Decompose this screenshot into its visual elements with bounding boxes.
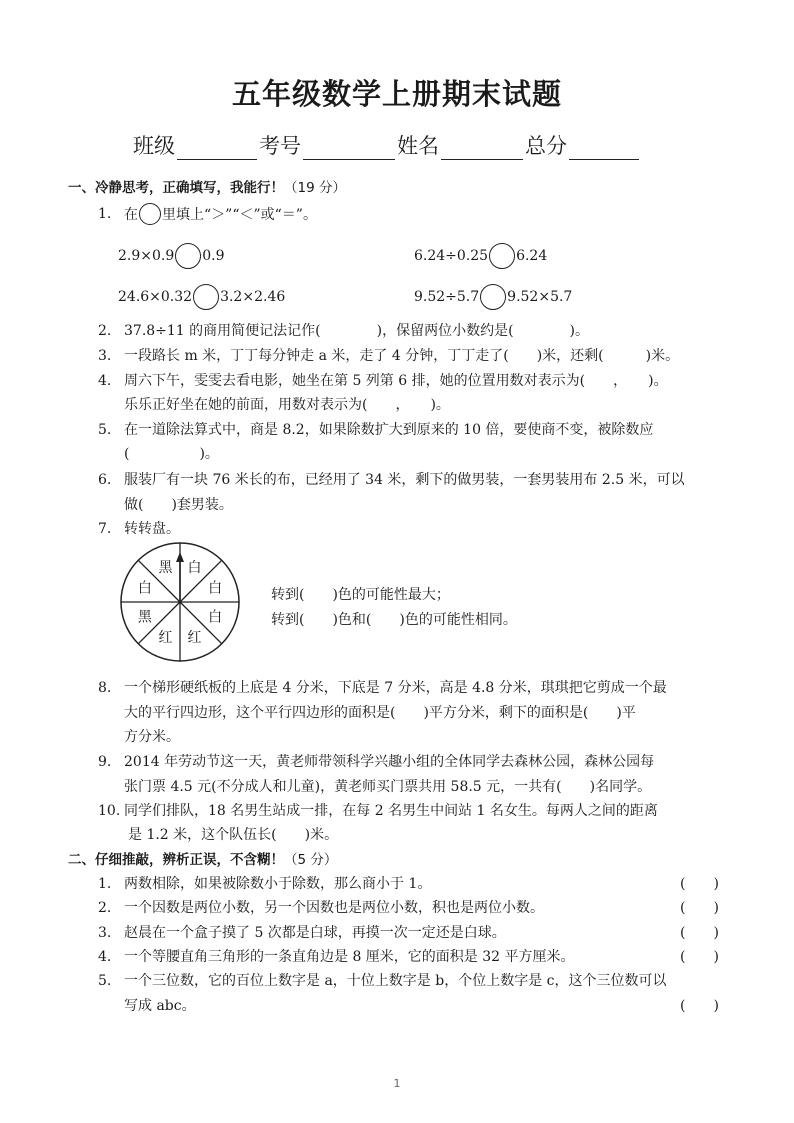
question-9: [98, 751, 654, 771]
spinner-sector-label: 白: [187, 559, 202, 576]
exam-no-blank[interactable]: [303, 137, 395, 160]
spinner-sector-label: 黑: [137, 609, 152, 626]
question-8: [98, 677, 667, 697]
spinner-sector-label: 黑: [158, 559, 173, 576]
question-number: 5.: [98, 422, 112, 438]
class-blank[interactable]: [177, 137, 257, 160]
question-text: 转转盘。: [124, 521, 180, 537]
question-4: [98, 370, 668, 390]
judge-item-3: [98, 922, 506, 942]
compare-left: 9.52÷5.7: [414, 289, 480, 305]
question-number: 2.: [98, 323, 112, 339]
compare-left: 24.6×0.32: [118, 289, 193, 305]
question-text: 两数相除，如果被除数小于除数，那么商小于 1。: [124, 876, 432, 892]
q7-line1: 转到( )色的可能性最大；: [271, 587, 450, 603]
compare-item-4: [414, 284, 572, 310]
question-6-line2: 做( )套男装。: [124, 497, 233, 513]
page-title: 五年级数学上册期末试题: [231, 77, 562, 111]
exam-no-label: 考号: [259, 134, 301, 158]
compare-circle[interactable]: [480, 284, 506, 310]
spinner-sector-label: 红: [187, 630, 202, 647]
question-4-line2: 乐乐正好坐在她的前面，用数对表示为( ， )。: [124, 397, 450, 413]
question-2: [98, 320, 589, 340]
question-8-line3: 方分米。: [124, 729, 180, 745]
section2-score: （5 分）: [284, 852, 338, 868]
q1-pre: 在: [124, 207, 138, 223]
name-blank[interactable]: [441, 137, 523, 160]
answer-paren[interactable]: ( ): [680, 998, 719, 1014]
answer-paren[interactable]: ( ): [680, 900, 719, 916]
question-number: 7.: [98, 521, 112, 537]
compare-left: 2.9×0.9: [118, 248, 175, 264]
question-number: 3.: [98, 348, 112, 364]
question-number: 6.: [98, 472, 112, 488]
score-label: 总分: [525, 134, 567, 158]
question-5: [98, 419, 653, 439]
section1-score: （19 分）: [284, 180, 346, 196]
score-blank[interactable]: [569, 137, 639, 160]
compare-circle[interactable]: [175, 243, 201, 269]
compare-right: 6.24: [516, 248, 548, 264]
question-number: 2.: [98, 900, 112, 916]
spinner-sector-label: 红: [158, 630, 173, 647]
question-number: 4.: [98, 949, 112, 965]
question-number: 4.: [98, 373, 112, 389]
question-text: 一个因数是两位小数，另一个因数也是两位小数，积也是两位小数。: [124, 900, 544, 916]
question-text: 一段路长 m 米，丁丁每分钟走 a 米，走了 4 分钟，丁丁走了( )米，还剩( )米。: [124, 348, 680, 364]
question-number: 8.: [98, 680, 112, 696]
question-text: 一个梯形硬纸板的上底是 4 分米，下底是 7 分米，高是 4.8 分米，琪琪把它剪成一个最: [124, 680, 667, 696]
question-number: 1.: [98, 206, 112, 222]
section2-title: 二、仔细推敲，辨析正误，不含糊！: [68, 852, 284, 868]
spinner-arrow: [176, 552, 184, 602]
question-1: [98, 203, 317, 225]
question-3: [98, 345, 679, 365]
question-text: 2014 年劳动节这一天，黄老师带领科学兴趣小组的全体同学去森林公园，森林公园每: [124, 754, 655, 770]
compare-circle[interactable]: [193, 284, 219, 310]
section1-title: 一、冷静思考，正确填写，我能行！: [68, 180, 284, 196]
question-text: 同学们排队，18 名男生站成一排，在每 2 名男生中间站 1 名女生。每两人之间的距离: [124, 803, 658, 819]
compare-item-3: [118, 284, 285, 310]
question-10-line2: 是 1.2 米，这个队伍长( )米。: [128, 827, 339, 843]
spinner-sector-label: 白: [208, 609, 223, 626]
question-number: 1.: [98, 876, 112, 892]
question-text: 周六下午，雯雯去看电影，她坐在第 5 列第 6 排，她的位置用数对表示为( ， )。: [124, 373, 668, 389]
question-text: 在一道除法算式中，商是 8.2，如果除数扩大到原来的 10 倍，要使商不变，被除数应: [124, 422, 654, 438]
compare-right: 3.2×2.46: [220, 289, 286, 305]
answer-paren[interactable]: ( ): [680, 876, 719, 892]
name-label: 姓名: [397, 134, 439, 158]
question-number: 3.: [98, 925, 112, 941]
spinner-diagram: [118, 540, 242, 664]
section1-heading: [68, 176, 346, 196]
question-7: [98, 518, 180, 538]
question-text: 37.8÷11 的商用简便记法记作( )，保留两位小数约是( )。: [124, 323, 590, 339]
compare-right: 9.52×5.7: [507, 289, 573, 305]
page-number: 1: [393, 1077, 401, 1090]
question-8-line2: 大的平行四边形，这个平行四边形的面积是( )平方分米，剩下的面积是( )平: [124, 705, 636, 721]
compare-item-1: [118, 243, 225, 269]
compare-right: 0.9: [202, 248, 225, 264]
q7-line2: 转到( )色和( )色的可能性相同。: [271, 612, 517, 628]
compare-item-2: [414, 243, 547, 269]
judge-item-5-line2: 写成 abc。: [124, 998, 196, 1014]
question-text: 一个等腰直角三角形的一条直角边是 8 厘米，它的面积是 32 平方厘米。: [124, 949, 575, 965]
section2-heading: [68, 848, 337, 868]
judge-item-2: [98, 897, 544, 917]
question-10: [98, 800, 658, 820]
compare-circle[interactable]: [489, 243, 515, 269]
judge-item-5: [98, 970, 667, 990]
compare-left: 6.24÷0.25: [414, 248, 489, 264]
judge-item-4: [98, 946, 575, 966]
question-number: 9.: [98, 754, 112, 770]
question-text: 一个三位数，它的百位上数字是 a，十位上数字是 b，个位上数字是 c，这个三位数可以: [124, 973, 667, 989]
spinner-sector-label: 白: [208, 580, 223, 597]
answer-paren[interactable]: ( ): [680, 925, 719, 941]
question-5-line2: ( )。: [124, 446, 219, 462]
class-label: 班级: [133, 134, 175, 158]
circle-icon: [139, 203, 161, 225]
question-number: 5.: [98, 973, 112, 989]
student-info-row: [133, 130, 641, 160]
question-number: 10.: [98, 803, 121, 819]
judge-item-1: [98, 873, 431, 893]
answer-paren[interactable]: ( ): [680, 949, 719, 965]
question-text: 赵晨在一个盒子摸了 5 次都是白球，再摸一次一定还是白球。: [124, 925, 506, 941]
q1-post: 里填上“＞”“＜”或“＝”。: [162, 207, 317, 223]
question-6: [98, 469, 685, 489]
question-9-line2: 张门票 4.5 元(不分成人和儿童)，黄老师买门票共用 58.5 元，一共有( )名同学。: [124, 779, 652, 795]
question-text: 服装厂有一块 76 米长的布，已经用了 34 米，剩下的做男装，一套男装用布 2.5 米，可以: [124, 472, 685, 488]
spinner-sector-label: 白: [137, 580, 152, 597]
